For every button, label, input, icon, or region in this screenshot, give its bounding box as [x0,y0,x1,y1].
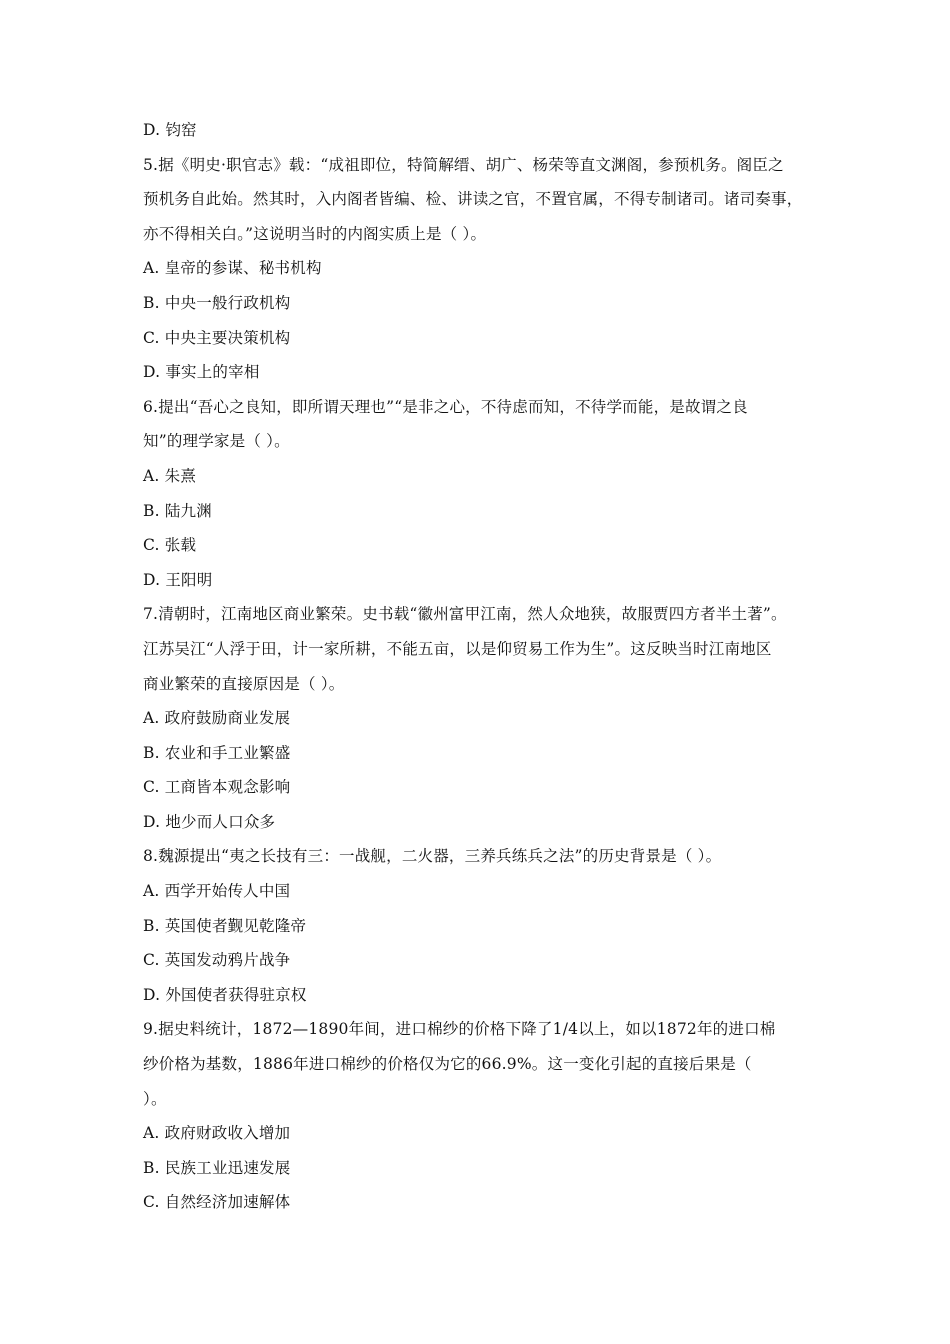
option-c-q8: C. 英国发动鸦片战争 [143,951,291,970]
question-9-line-2: 纱价格为基数，1886年进口棉纱的价格仅为它的66.9%。这一变化引起的直接后果是（ [143,1055,752,1074]
question-6-line-2: 知”的理学家是（ ）。 [143,432,290,451]
question-9-line-3: ）。 [143,1089,167,1108]
question-7-line-2: 江苏吴江“人浮于田，计一家所耕，不能五亩，以是仰贸易工作为生”。这反映当时江南地区 [143,639,772,658]
option-d-q6: D. 王阳明 [143,570,213,589]
option-c-q5: C. 中央主要决策机构 [143,328,291,347]
option-d-q5: D. 事实上的宰相 [143,363,260,382]
option-c-q9: C. 自然经济加速解体 [143,1193,291,1212]
option-c-q7: C. 工商皆本观念影响 [143,778,291,797]
option-a-q8: A. 西学开始传人中国 [143,882,291,901]
question-8-line-1: 8.魏源提出“夷之长技有三：一战舰，二火器，三养兵练兵之法”的历史背景是（ ）。 [143,847,722,866]
option-b-q6: B. 陆九渊 [143,501,212,520]
question-9-line-1: 9.据史料统计，1872—1890年间，进口棉纱的价格下降了1/4以上，如以1872年的进口棉 [143,1020,776,1039]
question-5-line-1: 5.据《明史·职官志》载：“成祖即位，特简解缙、胡广、杨荣等直文渊阁，参预机务。阁臣之 [143,155,784,174]
question-5-line-2: 预机务自此始。然其时，入内阁者皆编、检、讲读之官，不置官属，不得专制诸司。诸司奏事， [143,190,803,209]
question-6-line-1: 6.提出“吾心之良知，即所谓天理也”“是非之心，不待虑而知，不待学而能，是故谓之良 [143,397,748,416]
question-7-line-1: 7.清朝时，江南地区商业繁荣。史书载“徽州富甲江南，然人众地狭，故服贾四方者半土著”。 [143,605,787,624]
document-body [143,113,808,1220]
option-b-q9: B. 民族工业迅速发展 [143,1158,291,1177]
option-a-q5: A. 皇帝的参谋、秘书机构 [143,259,322,278]
question-5-line-3: 亦不得相关白。”这说明当时的内阁实质上是（ ）。 [143,224,487,243]
option-a-q6: A. 朱熹 [143,466,197,485]
option-a-q9: A. 政府财政收入增加 [143,1124,291,1143]
question-7-line-3: 商业繁荣的直接原因是（ ）。 [143,674,345,693]
option-a-q7: A. 政府鼓励商业发展 [143,709,291,728]
option-d-q4: D. 钧窑 [143,121,197,139]
option-d-q7: D. 地少而人口众多 [143,812,276,831]
option-d-q8: D. 外国使者获得驻京权 [143,985,307,1004]
option-b-q5: B. 中央一般行政机构 [143,293,291,312]
option-c-q6: C. 张载 [143,536,197,555]
option-b-q8: B. 英国使者觐见乾隆帝 [143,916,307,935]
option-b-q7: B. 农业和手工业繁盛 [143,743,291,762]
